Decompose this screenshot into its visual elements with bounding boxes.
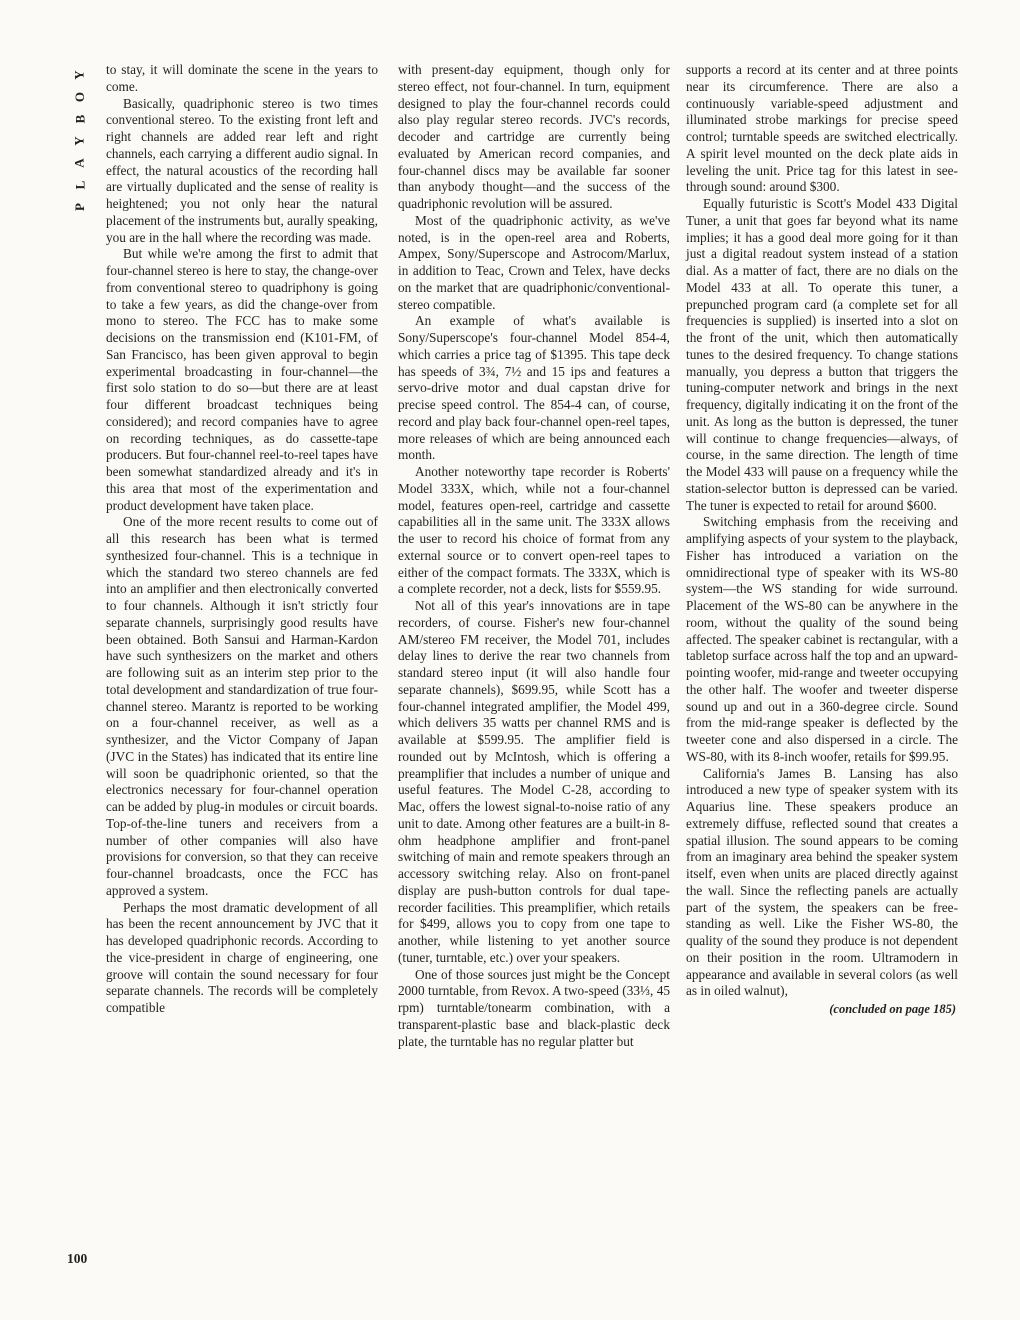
paragraph: One of the more recent results to come out of all this research has been what is termed synthesized four-channel. This is a technique in which the standard two stereo channels are fed into an amplifier and then electronically converted to four channels. Although it isn't strictly four separate channels, surprisingly good results have been obtained. Both Sansui and Harman-Kardon have such synthesizers on the market and others are following suit as an interim step prior to the total development and standardization of true four-channel stereo. Marantz is reported to be working on a four-channel receiver, as well as a synthesizer, and the Victor Company of Japan (JVC in the States) has indicated that its entire line will soon be quadriphonic oriented, so that the electronics necessary for four-channel operation can be added by plug-in modules or circuit boards. Top-of-the-line tuners and receivers from a number of other companies will also have provisions for conversion, so that they can receive four-channel broadcasts, once the FCC has approved a system. [106, 514, 378, 898]
paragraph: supports a record at its center and at three points near its circumference. There are also a continuously variable-speed adjustment and illuminated strobe markings for precise speed control; turntable speeds are switched electrically. A spirit level mounted on the deck plate aids in leveling the unit. Price tag for this latest in see-through sound: around $300. [686, 62, 958, 195]
paragraph: Switching emphasis from the receiving and amplifying aspects of your system to the playback, Fisher has introduced a variation on the omnidirectional type of speaker with its WS-80 system—the WS standing for wide surround. Placement of the WS-80 can be anywhere in the room, without the quality of the sound being affected. The speaker cabinet is rectangular, with a tabletop surface across half the top and an upward-pointing woofer, mid-range and tweeter occupying the other half. The woofer and tweeter disperse sound up and out in a 360-degree circle. Sound from the mid-range speaker is deflected by the tweeter cone and also dispersed in a circle. The WS-80, with its 8-inch woofer, retails for $99.95. [686, 514, 958, 764]
paragraph: Equally futuristic is Scott's Model 433 Digital Tuner, a unit that goes far beyond what its name implies; it has a good deal more going for it than just a digital readout system instead of a station dial. As a matter of fact, there are no dials on the Model 433 at all. To operate this tuner, a prepunched program card (a complete set for all frequencies is supplied) is inserted into a slot on the front of the unit, which then automatically tunes to the desired frequency. To change stations manually, you depress a button that triggers the tuning-computer network and brings in the next frequency, digitally indicating it on the front of the unit. As long as the button is depressed, the tuner will continue to change frequencies—always, of course, in the same direction. The length of time the Model 433 will pause on a frequency while the station-selector button is depressed can be varied. The tuner is expected to retail for around $600. [686, 196, 958, 513]
masthead-letter: P [71, 203, 87, 211]
article-column-3 [686, 62, 958, 1018]
paragraph: Most of the quadriphonic activity, as we've noted, is in the open-reel area and Roberts, Ampex, Sony/Superscope and Astrocom/Marlux, in addition to Teac, Crown and Telex, have decks on the market that are quadriphonic/conventional-stereo compatible. [398, 212, 670, 312]
paragraph: with present-day equipment, though only for stereo effect, not four-channel. In turn, equipment designed to play the four-channel records could also play regular stereo records. JVC's records, decoder and cartridge are currently being evaluated by American record companies, and four-channel discs may be available far sooner than anybody thought—and the success of the quadriphonic revolution will be assured. [398, 62, 670, 211]
paragraph: An example of what's available is Sony/Superscope's four-channel Model 854-4, which carries a price tag of $1395. This tape deck has speeds of 3¾, 7½ and 15 ips and features a servo-drive motor and dual capstan drive for precise speed control. The 854-4 can, of course, record and play back four-channel open-reel tapes, more releases of which are being announced each month. [398, 313, 670, 463]
paragraph: Basically, quadriphonic stereo is two times conventional stereo. To the existing front left and right channels are added rear left and right channels, each carrying a different audio signal. In effect, the natural acoustics of the recording hall are virtually duplicated and the sense of reality is heightened; you not only hear the natural placement of the instruments but, aurally speaking, you are in the hall where the recording was made. [106, 95, 378, 245]
paragraph: But while we're among the first to admit that four-channel stereo is here to stay, the change-over from conventional stereo to quadriphony is going to take a few years, as did the change-over from mono to stereo. The FCC has to make some decisions on the transmission end (K101-FM, of San Francisco, has been given approval to begin experimental broadcasting in four-channel—the first solo station to do so—but there are at least four different broadcast techniques being considered); and record companies have to agree on recording techniques, as do cassette-tape producers. But four-channel reel-to-reel tapes have been somewhat standardized already and it's in this area that most of the experimentation and product development have taken place. [106, 246, 378, 513]
paragraph: to stay, it will dominate the scene in the years to come. [106, 62, 378, 94]
paragraph: Perhaps the most dramatic development of all has been the recent announcement by JVC that it has developed quadriphonic records. According to the vice-president in charge of engineering, one groove will contain the sound necessary for four separate channels. The records will be completely compatible [106, 899, 378, 1015]
paragraph: California's James B. Lansing has also introduced a new type of speaker system with its Aquarius line. These speakers produce an extremely diffuse, reflected sound that creates a spatial illusion. The sound appears to be coming from an imaginary area behind the speaker system itself, even when units are placed directly against the wall. Since the reflecting panels are actually part of the system, the speakers can be free-standing as well. Like the Fisher WS-80, the quality of the sound they produce is not dependent on their position in the room. Ultramodern in appearance and available in several colors (as well as in oiled walnut), [686, 765, 958, 999]
masthead-letter: O [72, 91, 87, 103]
paragraph: One of those sources just might be the Concept 2000 turntable, from Revox. A two-speed (33⅓, 45 rpm) turntable/tonearm combination, with a transparent-plastic base and black-plastic deck plate, the turntable has no regular platter but [398, 966, 670, 1049]
paragraph: Not all of this year's innovations are in tape recorders, of course. Fisher's new four-channel AM/stereo FM receiver, the Model 701, includes delay lines to derive the rear two channels from standard stereo input (it will also handle four separate channels), $699.95, while Scott has a four-channel integrated amplifier, the Model 499, which delivers 35 watts per channel RMS and is available at $599.95. The amplifier field is rounded out by McIntosh, which is offering a preamplifier that includes a number of unique and useful features. The Model C-28, according to Mac, offers the lowest signal-to-noise ratio of any unit to date. Among other features are a built-in 8-ohm headphone amplifier and front-panel switching of main and remote speakers through an accessory switching relay. Also on front-panel display are push-button controls for dual tape-recorder facilities. This preamplifier, which retails for $499, allows you to copy from one tape to another, while listening to yet another source (tuner, turntable, etc.) over your speakers. [398, 598, 670, 965]
article-column-2 [398, 62, 670, 1050]
continued-on-page-note: (concluded on page 185) [829, 1002, 956, 1016]
masthead-letter: A [71, 158, 87, 168]
page-number: 100 [67, 1251, 88, 1266]
masthead-letter: Y [71, 136, 87, 146]
masthead-letter: B [71, 114, 87, 124]
masthead-letter: Y [71, 70, 87, 80]
masthead-letter: L [71, 180, 87, 190]
paragraph: Another noteworthy tape recorder is Roberts' Model 333X, which, while not a four-channel model, features open-reel, cartridge and cassette capabilities all in the same unit. The 333X allows the user to record his choice of format from any external source or to convert open-reel tapes to either of the compact formats. The 333X, which is a complete recorder, not a deck, lists for $559.95. [398, 464, 670, 597]
article-column-1 [106, 62, 378, 1017]
playboy-masthead [62, 64, 98, 218]
